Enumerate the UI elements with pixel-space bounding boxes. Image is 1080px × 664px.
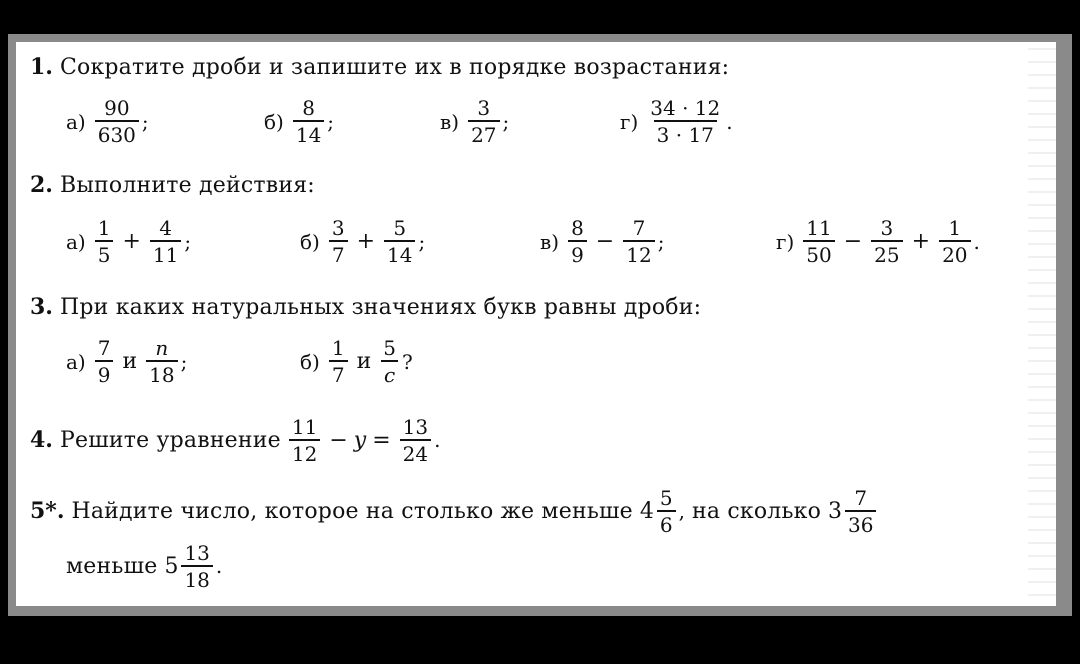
- p2-item-b: [300, 218, 425, 265]
- item-label: а): [66, 109, 86, 134]
- item-label: г): [776, 229, 795, 254]
- fraction: [400, 414, 431, 466]
- denominator: c: [381, 360, 398, 385]
- numerator: 90: [104, 96, 130, 120]
- operator: +: [911, 229, 931, 254]
- numerator: 8: [571, 216, 584, 240]
- p1-item-g: [620, 98, 733, 145]
- punct: ?: [401, 349, 413, 374]
- p2-item-v: [540, 218, 664, 265]
- punct: .: [215, 554, 223, 578]
- punct: ;: [180, 349, 188, 374]
- item-label: а): [66, 349, 86, 374]
- fraction: [845, 485, 876, 537]
- denominator: 6: [657, 510, 676, 535]
- fraction: [150, 218, 181, 265]
- problem-1-items: [16, 98, 1056, 148]
- p1-item-b: [264, 98, 334, 145]
- denominator: 25: [871, 240, 902, 265]
- p3-item-b: [300, 338, 413, 385]
- equals-sign: =: [372, 427, 391, 453]
- item-label: б): [300, 349, 320, 374]
- numerator: 7: [632, 216, 646, 240]
- problem-text: Решите уравнение: [59, 427, 281, 453]
- numerator: 8: [302, 96, 315, 120]
- numerator: 11: [806, 216, 832, 240]
- fraction: [293, 98, 324, 145]
- denominator: 3 · 17: [654, 120, 717, 145]
- problem-number: 2.: [30, 172, 53, 198]
- mixed-number: [828, 485, 879, 537]
- numerator: 7: [854, 485, 868, 510]
- problem-1-heading: [30, 54, 1056, 80]
- punct: ;: [327, 109, 335, 134]
- fraction: [623, 218, 654, 265]
- punct: ,: [678, 499, 685, 523]
- mixed-number: [164, 540, 215, 592]
- numerator: 1: [331, 336, 345, 360]
- p3-item-a: [66, 338, 187, 385]
- item-label: в): [540, 229, 560, 254]
- denominator: 36: [845, 510, 876, 535]
- punct: ;: [184, 229, 192, 254]
- fraction: [95, 218, 114, 265]
- fraction: [568, 218, 587, 265]
- problem-3-heading: [30, 294, 1056, 320]
- item-label: в): [440, 109, 460, 134]
- p2-item-g: [776, 218, 980, 265]
- punct: .: [434, 428, 441, 452]
- p1-item-a: [66, 98, 149, 145]
- punct: ;: [657, 229, 665, 254]
- problem-4: [30, 412, 1056, 468]
- denominator: 50: [803, 240, 834, 265]
- denominator: 20: [939, 240, 970, 265]
- punct: .: [726, 109, 733, 134]
- fraction: [146, 338, 177, 385]
- punct: ;: [502, 109, 510, 134]
- item-label: б): [300, 229, 320, 254]
- fraction: [647, 98, 723, 145]
- operator: −: [595, 229, 615, 254]
- fraction: [657, 485, 676, 537]
- punct: ;: [418, 229, 426, 254]
- p1-item-v: [440, 98, 509, 145]
- numerator: 1: [948, 216, 962, 240]
- problem-5-line-1: [30, 482, 1056, 540]
- operator: +: [122, 229, 141, 254]
- fraction: [939, 218, 970, 265]
- item-label: г): [620, 109, 639, 134]
- denominator: 9: [95, 360, 114, 385]
- numerator: 13: [184, 540, 210, 565]
- denominator: 18: [181, 565, 212, 590]
- numerator: 1: [97, 216, 111, 240]
- numerator: 5: [659, 485, 673, 510]
- problem-2-items: [16, 218, 1056, 268]
- fraction: [95, 98, 139, 145]
- conjunction: и: [122, 349, 138, 374]
- p2-item-a: [66, 218, 191, 265]
- problem-number: 4.: [30, 427, 53, 453]
- denominator: 11: [150, 240, 181, 265]
- problem-text: Выполните действия:: [59, 172, 315, 198]
- denominator: 9: [568, 240, 587, 265]
- operator: +: [356, 229, 376, 254]
- whole-part: 3: [828, 498, 843, 524]
- denominator: 12: [289, 439, 320, 464]
- fraction: [329, 218, 348, 265]
- problem-2-heading: [30, 172, 1056, 198]
- fraction: [95, 338, 114, 385]
- problem-text: При каких натуральных значениях букв равны дроби:: [59, 294, 702, 320]
- fraction: [384, 218, 415, 265]
- numerator: 34 · 12: [650, 96, 721, 120]
- denominator: 7: [329, 240, 348, 265]
- denominator: 630: [95, 120, 139, 145]
- numerator: 3: [331, 216, 345, 240]
- numerator: 11: [291, 414, 318, 439]
- fraction: [329, 338, 348, 385]
- numerator: 3: [477, 96, 491, 120]
- denominator: 12: [623, 240, 654, 265]
- whole-part: 5: [164, 553, 179, 579]
- punct: .: [973, 229, 980, 254]
- problem-number: 5*.: [30, 498, 65, 524]
- numerator: 5: [383, 336, 396, 360]
- numerator: 7: [97, 336, 111, 360]
- problem-number: 1.: [30, 54, 53, 80]
- fraction: [871, 218, 902, 265]
- denominator: 27: [468, 120, 499, 145]
- denominator: 7: [329, 360, 348, 385]
- item-label: б): [264, 109, 284, 134]
- numerator: 13: [402, 414, 429, 439]
- fraction: [803, 218, 834, 265]
- worksheet: [16, 42, 1056, 606]
- mixed-number: [639, 485, 679, 537]
- whole-part: 4: [639, 498, 654, 524]
- denominator: 5: [95, 240, 114, 265]
- numerator: 5: [393, 216, 407, 240]
- problem-number: 3.: [30, 294, 53, 320]
- operator: −: [329, 427, 348, 453]
- fraction: [289, 414, 320, 466]
- denominator: 14: [384, 240, 415, 265]
- problem-text: на сколько: [691, 498, 822, 524]
- denominator: 14: [293, 120, 324, 145]
- problem-text: меньше: [66, 553, 158, 579]
- denominator: 24: [400, 439, 431, 464]
- punct: ;: [141, 109, 149, 134]
- fraction: [380, 338, 399, 385]
- operator: −: [843, 229, 863, 254]
- fraction: [181, 540, 212, 592]
- fraction: [468, 98, 499, 145]
- problem-text: Сократите дроби и запишите их в порядке возрастания:: [59, 54, 730, 80]
- conjunction: и: [356, 349, 372, 374]
- numerator: 4: [159, 216, 172, 240]
- numerator: 3: [880, 216, 894, 240]
- problem-3-items: [16, 338, 1056, 388]
- variable: y: [353, 427, 367, 453]
- denominator: 18: [146, 360, 177, 385]
- problem-5-line-2: [66, 538, 1056, 594]
- problem-text: Найдите число, которое на столько же меньше: [71, 498, 633, 524]
- numerator: n: [155, 336, 169, 360]
- item-label: а): [66, 229, 86, 254]
